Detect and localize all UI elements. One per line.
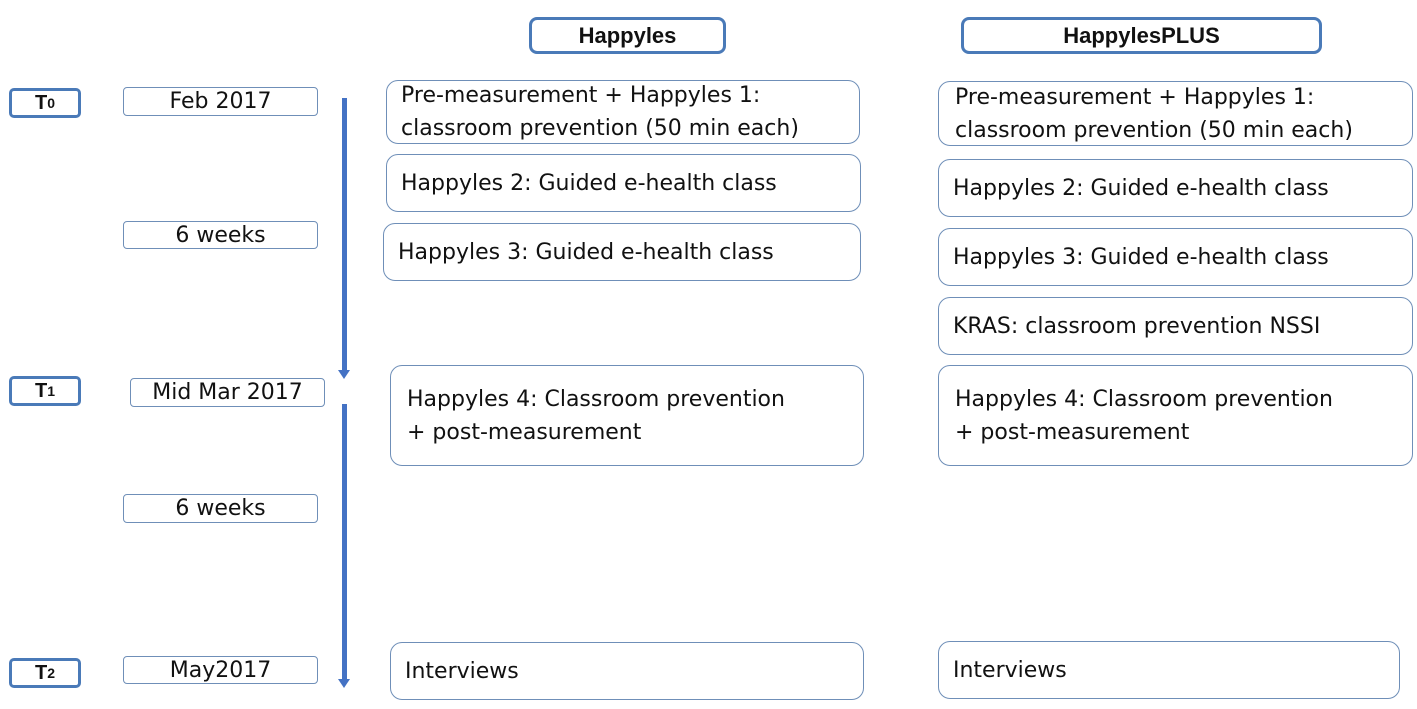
happyles-plus-step-5-text: Happyles 4: Classroom prevention + post-measurement (955, 386, 1333, 445)
happyles-plus-step-4 (938, 297, 1413, 355)
header-happyles-plus (961, 17, 1322, 54)
timepoint-t2 (9, 658, 81, 688)
happyles-plus-step-5 (938, 365, 1413, 466)
happyles-step-2 (386, 154, 861, 212)
happyles-plus-step-1-text: Pre-measurement + Happyles 1: classroom prevention (50 min each) (955, 84, 1353, 143)
timeline-arrowhead-2 (338, 679, 350, 688)
happyles-plus-step-3-text: Happyles 3: Guided e-health class (953, 244, 1329, 270)
timepoint-t1 (9, 376, 81, 406)
happyles-step-3 (383, 223, 861, 281)
happyles-step-3-text: Happyles 3: Guided e-health class (398, 239, 774, 265)
interval-2 (123, 494, 318, 523)
header-happyles (529, 17, 726, 54)
timeline-arrow-1 (342, 98, 347, 370)
happyles-step-1 (386, 80, 860, 144)
happyles-plus-step-2-text: Happyles 2: Guided e-health class (953, 175, 1329, 201)
happyles-step-1-text: Pre-measurement + Happyles 1: classroom prevention (50 min each) (401, 83, 799, 141)
date-t2-label: May2017 (169, 657, 272, 683)
interval-2-label: 6 weeks (175, 496, 266, 521)
date-t0-label: Feb 2017 (169, 89, 272, 114)
happyles-step-5-text: Interviews (405, 658, 519, 684)
timepoint-t1-sub: 1 (47, 383, 55, 399)
date-t2 (123, 656, 318, 684)
date-t0 (123, 87, 318, 116)
happyles-step-2-text: Happyles 2: Guided e-health class (401, 170, 777, 196)
date-t1-label: Mid Mar 2017 (152, 380, 303, 405)
happyles-plus-step-1 (938, 81, 1413, 146)
timepoint-t2-letter: T (34, 661, 48, 684)
interval-1-label: 6 weeks (175, 222, 266, 248)
happyles-plus-step-2 (938, 159, 1413, 217)
happyles-step-4-text: Happyles 4: Classroom prevention + post-measurement (407, 386, 785, 445)
timeline-arrow-2 (342, 404, 347, 680)
header-happyles-label: Happyles (578, 22, 677, 48)
date-t1 (130, 378, 325, 407)
happyles-plus-step-3 (938, 228, 1413, 286)
timepoint-t2-sub: 2 (47, 665, 55, 681)
timepoint-t0 (9, 88, 81, 118)
timeline-arrowhead-1 (338, 370, 350, 379)
interval-1 (123, 221, 318, 249)
happyles-step-4 (390, 365, 864, 466)
happyles-step-5 (390, 642, 864, 700)
happyles-plus-step-4-text: KRAS: classroom prevention NSSI (953, 313, 1321, 339)
timepoint-t1-letter: T (34, 379, 48, 402)
header-happyles-plus-label: HappylesPLUS (1063, 22, 1220, 48)
timepoint-t0-letter: T (34, 91, 48, 114)
timepoint-t0-sub: 0 (47, 95, 55, 111)
happyles-plus-step-6 (938, 641, 1400, 699)
happyles-plus-step-6-text: Interviews (953, 657, 1067, 683)
